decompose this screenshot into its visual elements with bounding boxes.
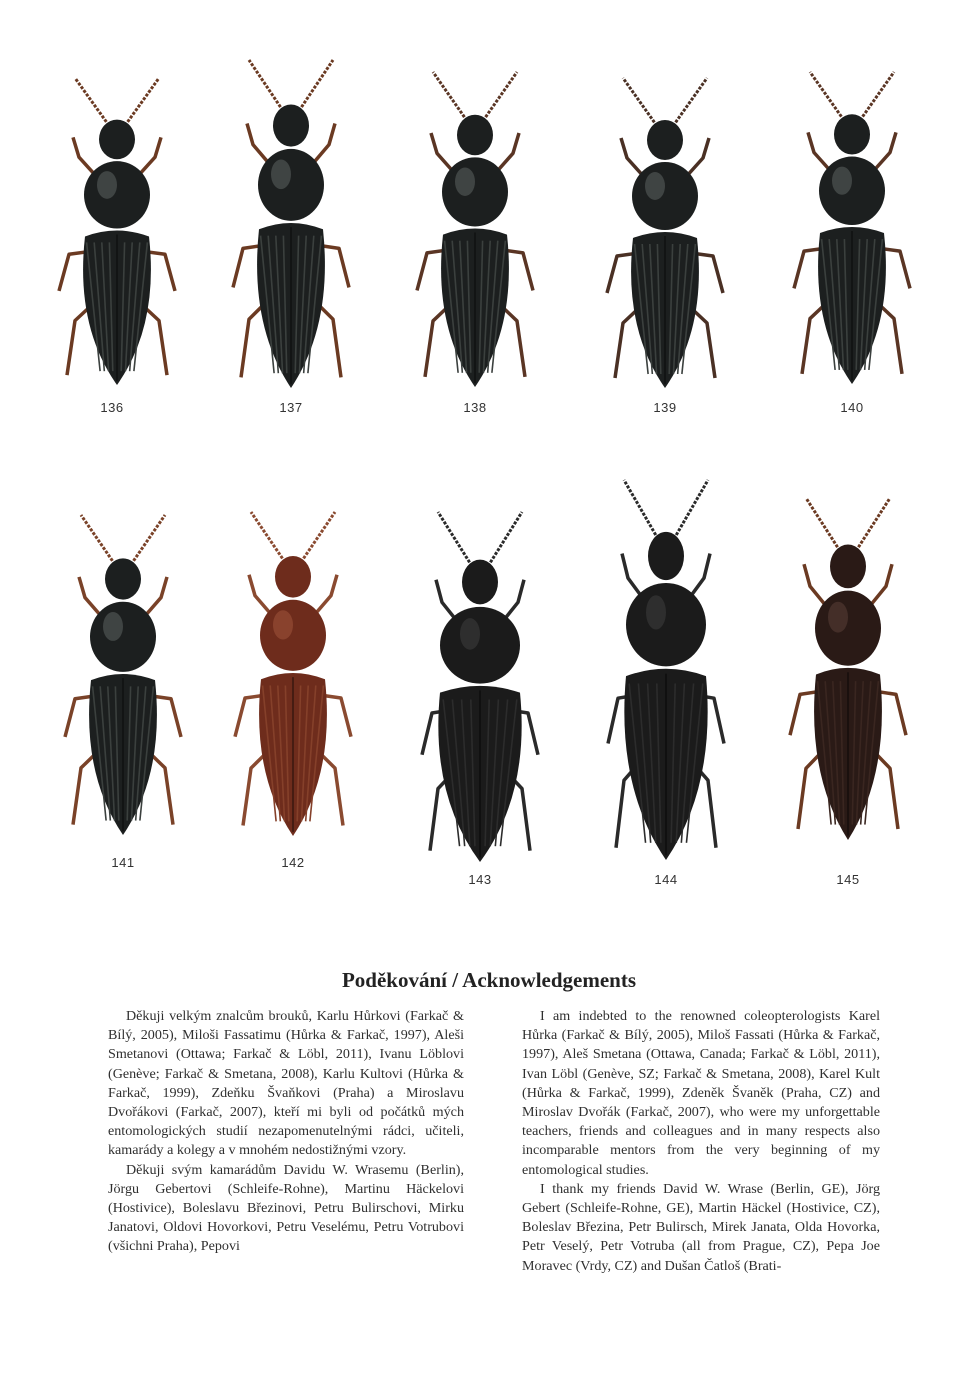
english-column — [522, 1007, 880, 1276]
beetle-figure — [575, 78, 755, 388]
beetle-figure — [390, 512, 570, 862]
figure-number: 142 — [281, 855, 305, 870]
figure-number: 137 — [279, 400, 303, 415]
beetle-figure — [203, 512, 383, 836]
beetle-figure — [27, 78, 207, 385]
beetle-illustration — [576, 480, 756, 860]
beetle-illustration — [203, 512, 383, 836]
english-paragraph-2: I thank my friends David W. Wrase (Berlin, GE), Jörg Gebert (Schleife-Rohne, GE), Martin Häckel (Hostivice, CZ), Boleslav Březina, Petr Bulirsch, Mirek Janata, Olda Hovorka, Petr Veselý, Petr Votruba (all from Prague, CZ), Pepa Joe Moravec (Vrdy, CZ) and Dušan Čatloš (Brati- — [522, 1180, 880, 1274]
beetle-illustration — [33, 515, 213, 835]
figure-number: 145 — [836, 872, 860, 887]
beetle-illustration — [758, 498, 938, 840]
beetle-figure — [201, 60, 381, 388]
beetle-figure — [385, 72, 565, 387]
beetle-illustration — [575, 78, 755, 388]
beetle-illustration — [762, 72, 942, 384]
czech-column — [108, 1007, 464, 1257]
beetle-figure — [758, 498, 938, 840]
beetle-figure — [33, 515, 213, 835]
beetle-illustration — [390, 512, 570, 862]
english-paragraph-1: I am indebted to the renowned coleopterologists Karel Hůrka (Farkač & Bílý, 2005), Miloš Fassati (Hůrka & Farkač, 1997), Aleš Smetana (Ottawa, Canada; Farkač & Löbl, 2011), Ivan Löbl (Genève, SZ; Farkač & Smetana, 2008), Karel Kult (Hůrka & Farkač, 1999), Zdeněk Švaněk (Praha, CZ) and Miroslav Dvořák (Farkač, 2007), who were my unforgettable teachers, friends and colleagues and in many respects also incomparable mentors from the very beginning of my entomological studies. — [522, 1008, 880, 1178]
figure-number: 136 — [100, 400, 124, 415]
figure-number: 141 — [111, 855, 135, 870]
figure-number: 138 — [463, 400, 487, 415]
beetle-illustration — [27, 78, 207, 385]
czech-paragraph-1: Děkuji velkým znalcům brouků, Karlu Hůrkovi (Farkač & Bílý, 2005), Miloši Fassatimu (Hůrka & Farkač, 1997), Aleši Smetanovi (Ottawa; Farkač & Löbl, 2011), Ivanu Löblovi (Genève; Farkač & Smetana, 2008), Karlu Kultovi (Hůrka & Farkač, 1999), Zdeňku Švaňkovi (Praha) a Miroslavu Dvořákovi (Farkač, 2007), kteří mi byli od počátků mých entomologických studií nezapomenutelnými rádci, učiteli, kamarády a kolegy a v mnohém nedostižnými vzory. — [108, 1008, 464, 1159]
beetle-illustration — [201, 60, 381, 388]
section-title: Poděkování / Acknowledgements — [341, 968, 637, 992]
beetle-figure — [576, 480, 756, 860]
figure-number: 140 — [840, 400, 864, 415]
czech-paragraph-2: Děkuji svým kamarádům Davidu W. Wrasemu (Berlin), Jörgu Gebertovi (Schleife-Rohne), Martinu Häckelovi (Hostivice), Boleslavu Březinovi, Petru Bulirschovi, Mirku Janatovi, Oldovi Hovorkovi, Petru Veselému, Petru Votrubovi (všichni Praha), Pepovi — [108, 1161, 464, 1255]
beetle-figure — [762, 72, 942, 384]
beetle-illustration — [385, 72, 565, 387]
figure-number: 143 — [468, 872, 492, 887]
figure-number: 144 — [654, 872, 678, 887]
figure-number: 139 — [653, 400, 677, 415]
